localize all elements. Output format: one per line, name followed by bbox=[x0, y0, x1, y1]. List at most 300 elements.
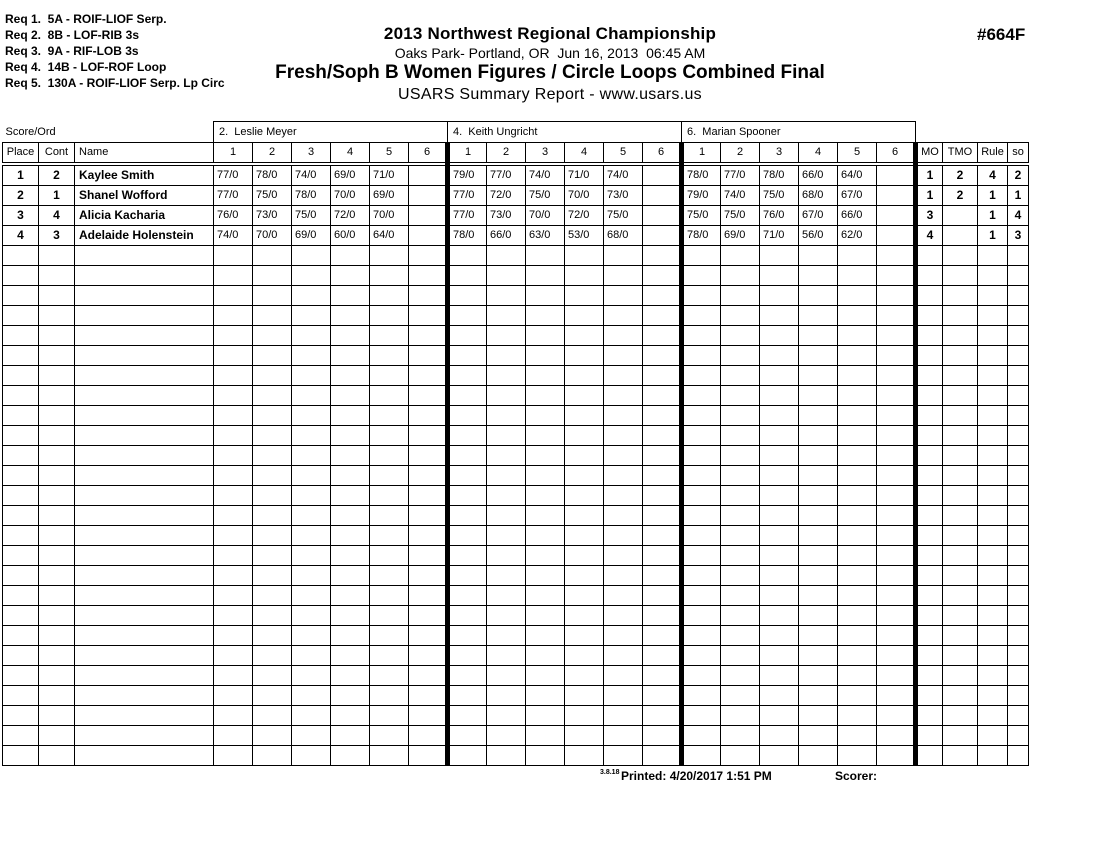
score-cell bbox=[643, 526, 682, 546]
requirement-item: Req 5. 130A - ROIF-LIOF Serp. Lp Circ bbox=[5, 76, 225, 90]
score-cell bbox=[682, 686, 721, 706]
name-cell bbox=[75, 586, 214, 606]
score-cell bbox=[760, 246, 799, 266]
score-cell bbox=[643, 566, 682, 586]
score-cell bbox=[604, 346, 643, 366]
score-cell bbox=[331, 286, 370, 306]
score-cell bbox=[409, 706, 448, 726]
table-row bbox=[3, 226, 1029, 246]
score-cell bbox=[877, 506, 916, 526]
tmo-cell bbox=[943, 266, 978, 286]
name-cell: Alicia Kacharia bbox=[75, 206, 214, 226]
tmo-cell bbox=[943, 506, 978, 526]
score-cell bbox=[760, 266, 799, 286]
score-cell bbox=[877, 566, 916, 586]
score-cell bbox=[331, 526, 370, 546]
place-cell bbox=[3, 466, 39, 486]
score-cell bbox=[721, 606, 760, 626]
score-cell bbox=[643, 326, 682, 346]
score-cell bbox=[214, 546, 253, 566]
score-cell: 75/0 bbox=[760, 186, 799, 206]
empty-row bbox=[3, 666, 1029, 686]
rule-cell bbox=[978, 366, 1008, 386]
score-cell bbox=[682, 726, 721, 746]
score-cell bbox=[760, 446, 799, 466]
score-cell bbox=[799, 306, 838, 326]
score-column-header: 6 bbox=[877, 143, 916, 165]
cont-cell bbox=[39, 746, 75, 766]
name-cell bbox=[75, 566, 214, 586]
mo-cell bbox=[916, 346, 943, 366]
score-cell bbox=[565, 726, 604, 746]
score-cell bbox=[526, 566, 565, 586]
so-cell: 4 bbox=[1008, 206, 1029, 226]
score-cell bbox=[838, 606, 877, 626]
so-cell bbox=[1008, 326, 1029, 346]
score-cell bbox=[409, 186, 448, 206]
score-cell bbox=[877, 246, 916, 266]
name-cell bbox=[75, 626, 214, 646]
score-column-header: 1 bbox=[448, 143, 487, 165]
place-cell bbox=[3, 566, 39, 586]
cont-cell bbox=[39, 466, 75, 486]
score-cell bbox=[331, 706, 370, 726]
score-cell bbox=[604, 426, 643, 446]
tmo-cell bbox=[943, 626, 978, 646]
tmo-cell bbox=[943, 246, 978, 266]
score-cell bbox=[565, 666, 604, 686]
so-cell bbox=[1008, 486, 1029, 506]
score-cell bbox=[370, 646, 409, 666]
score-cell bbox=[253, 506, 292, 526]
tmo-cell bbox=[943, 486, 978, 506]
name-cell bbox=[75, 326, 214, 346]
rule-cell bbox=[978, 506, 1008, 526]
score-cell bbox=[760, 286, 799, 306]
judge-panel-label: 6. Marian Spooner bbox=[682, 122, 916, 143]
score-cell bbox=[760, 526, 799, 546]
score-cell bbox=[253, 286, 292, 306]
score-cell bbox=[370, 726, 409, 746]
so-cell bbox=[1008, 446, 1029, 466]
name-cell bbox=[75, 266, 214, 286]
score-cell bbox=[682, 646, 721, 666]
name-cell bbox=[75, 426, 214, 446]
score-cell: 76/0 bbox=[214, 206, 253, 226]
score-cell bbox=[643, 346, 682, 366]
rule-cell bbox=[978, 746, 1008, 766]
so-cell bbox=[1008, 286, 1029, 306]
score-cell: 70/0 bbox=[526, 206, 565, 226]
column-header-place: Place bbox=[3, 143, 39, 165]
cont-cell: 3 bbox=[39, 226, 75, 246]
score-cell bbox=[721, 506, 760, 526]
so-cell bbox=[1008, 546, 1029, 566]
score-cell bbox=[682, 606, 721, 626]
score-cell bbox=[253, 666, 292, 686]
score-cell bbox=[448, 706, 487, 726]
so-cell bbox=[1008, 626, 1029, 646]
score-cell bbox=[331, 686, 370, 706]
score-cell bbox=[487, 306, 526, 326]
mo-cell bbox=[916, 546, 943, 566]
report-code: #664F bbox=[977, 25, 1026, 44]
score-cell bbox=[370, 586, 409, 606]
rule-cell bbox=[978, 626, 1008, 646]
column-header-row bbox=[3, 143, 1029, 165]
cont-cell bbox=[39, 426, 75, 446]
score-cell bbox=[214, 246, 253, 266]
score-cell bbox=[526, 466, 565, 486]
score-cell bbox=[643, 686, 682, 706]
name-cell bbox=[75, 506, 214, 526]
score-cell bbox=[526, 646, 565, 666]
mo-cell bbox=[916, 606, 943, 626]
mo-cell: 3 bbox=[916, 206, 943, 226]
score-cell bbox=[838, 726, 877, 746]
score-cell bbox=[643, 606, 682, 626]
score-cell bbox=[292, 586, 331, 606]
score-cell: 77/0 bbox=[214, 164, 253, 186]
rule-cell bbox=[978, 606, 1008, 626]
score-cell bbox=[643, 706, 682, 726]
so-cell bbox=[1008, 246, 1029, 266]
score-cell bbox=[721, 306, 760, 326]
score-cell bbox=[565, 506, 604, 526]
empty-row bbox=[3, 586, 1029, 606]
rule-cell bbox=[978, 486, 1008, 506]
score-cell bbox=[604, 606, 643, 626]
column-header-name: Name bbox=[75, 143, 214, 165]
score-cell bbox=[682, 426, 721, 446]
score-cell bbox=[565, 366, 604, 386]
so-cell bbox=[1008, 386, 1029, 406]
place-cell bbox=[3, 726, 39, 746]
score-cell bbox=[721, 246, 760, 266]
score-cell bbox=[292, 606, 331, 626]
score-cell bbox=[565, 326, 604, 346]
score-cell bbox=[760, 366, 799, 386]
score-cell bbox=[565, 346, 604, 366]
mo-cell bbox=[916, 406, 943, 426]
score-cell bbox=[487, 286, 526, 306]
requirement-item: Req 4. 14B - LOF-ROF Loop bbox=[5, 60, 167, 74]
mo-cell bbox=[916, 386, 943, 406]
tmo-cell bbox=[943, 466, 978, 486]
so-cell bbox=[1008, 726, 1029, 746]
so-cell bbox=[1008, 566, 1029, 586]
name-cell bbox=[75, 666, 214, 686]
score-cell bbox=[331, 246, 370, 266]
score-cell bbox=[565, 546, 604, 566]
score-cell bbox=[253, 406, 292, 426]
score-column-header: 5 bbox=[370, 143, 409, 165]
venue-line: Oaks Park- Portland, OR Jun 16, 2013 06:45 AM bbox=[394, 45, 706, 61]
score-column-header: 3 bbox=[292, 143, 331, 165]
so-cell bbox=[1008, 586, 1029, 606]
rule-cell bbox=[978, 566, 1008, 586]
score-cell bbox=[799, 746, 838, 766]
score-cell: 74/0 bbox=[604, 164, 643, 186]
place-cell: 4 bbox=[3, 226, 39, 246]
score-cell bbox=[877, 526, 916, 546]
score-cell bbox=[838, 586, 877, 606]
tmo-cell bbox=[943, 286, 978, 306]
rule-cell bbox=[978, 666, 1008, 686]
rule-cell bbox=[978, 446, 1008, 466]
score-cell bbox=[565, 306, 604, 326]
score-cell bbox=[838, 746, 877, 766]
so-cell bbox=[1008, 646, 1029, 666]
score-cell bbox=[409, 486, 448, 506]
rule-cell bbox=[978, 466, 1008, 486]
score-cell bbox=[253, 306, 292, 326]
mo-cell bbox=[916, 266, 943, 286]
rule-cell bbox=[978, 246, 1008, 266]
score-cell: 77/0 bbox=[448, 206, 487, 226]
score-cell bbox=[448, 506, 487, 526]
mo-cell bbox=[916, 286, 943, 306]
score-cell bbox=[799, 726, 838, 746]
place-cell: 1 bbox=[3, 164, 39, 186]
score-cell bbox=[799, 246, 838, 266]
score-cell bbox=[877, 186, 916, 206]
so-cell bbox=[1008, 666, 1029, 686]
score-cell bbox=[214, 446, 253, 466]
rule-cell bbox=[978, 646, 1008, 666]
score-cell bbox=[448, 726, 487, 746]
score-cell bbox=[409, 606, 448, 626]
score-cell bbox=[721, 646, 760, 666]
score-cell bbox=[760, 326, 799, 346]
score-cell bbox=[760, 606, 799, 626]
report-header bbox=[0, 24, 1100, 104]
score-cell bbox=[331, 546, 370, 566]
version-note: 3.8.18 bbox=[600, 769, 620, 776]
score-cell: 78/0 bbox=[253, 164, 292, 186]
score-cell bbox=[448, 286, 487, 306]
so-cell: 3 bbox=[1008, 226, 1029, 246]
rule-cell bbox=[978, 686, 1008, 706]
place-cell bbox=[3, 666, 39, 686]
score-cell bbox=[331, 306, 370, 326]
score-cell bbox=[799, 486, 838, 506]
score-cell bbox=[370, 606, 409, 626]
mo-cell bbox=[916, 366, 943, 386]
score-cell bbox=[526, 506, 565, 526]
cont-cell bbox=[39, 666, 75, 686]
score-cell bbox=[409, 366, 448, 386]
cont-cell bbox=[39, 286, 75, 306]
score-cell bbox=[799, 346, 838, 366]
judge-row-spacer bbox=[916, 122, 1029, 143]
score-cell bbox=[838, 406, 877, 426]
score-cell bbox=[526, 406, 565, 426]
cont-cell bbox=[39, 386, 75, 406]
score-cell bbox=[838, 706, 877, 726]
mo-cell bbox=[916, 306, 943, 326]
score-cell: 79/0 bbox=[448, 164, 487, 186]
tmo-cell bbox=[943, 606, 978, 626]
score-cell bbox=[838, 626, 877, 646]
rule-cell bbox=[978, 406, 1008, 426]
score-cell bbox=[214, 706, 253, 726]
tmo-cell bbox=[943, 386, 978, 406]
score-cell bbox=[760, 566, 799, 586]
score-cell bbox=[877, 666, 916, 686]
score-cell: 71/0 bbox=[565, 164, 604, 186]
score-cell: 77/0 bbox=[721, 164, 760, 186]
so-cell bbox=[1008, 426, 1029, 446]
score-cell bbox=[721, 446, 760, 466]
score-cell bbox=[799, 666, 838, 686]
so-cell bbox=[1008, 406, 1029, 426]
score-cell bbox=[370, 566, 409, 586]
score-ord-label: Score/Ord bbox=[5, 125, 56, 138]
score-cell bbox=[643, 286, 682, 306]
score-cell bbox=[682, 306, 721, 326]
report-subtitle: USARS Summary Report - www.usars.us bbox=[398, 86, 702, 103]
score-cell bbox=[526, 526, 565, 546]
empty-row bbox=[3, 526, 1029, 546]
score-cell bbox=[370, 326, 409, 346]
score-cell bbox=[604, 326, 643, 346]
score-cell: 78/0 bbox=[760, 164, 799, 186]
judge-header-row bbox=[3, 122, 1029, 143]
score-cell bbox=[448, 306, 487, 326]
score-cell bbox=[799, 606, 838, 626]
cont-cell bbox=[39, 446, 75, 466]
name-cell bbox=[75, 406, 214, 426]
rule-cell bbox=[978, 346, 1008, 366]
score-cell bbox=[721, 426, 760, 446]
score-cell bbox=[604, 546, 643, 566]
score-cell bbox=[838, 686, 877, 706]
so-cell bbox=[1008, 366, 1029, 386]
score-cell: 66/0 bbox=[838, 206, 877, 226]
score-cell bbox=[526, 346, 565, 366]
score-cell bbox=[838, 446, 877, 466]
score-cell bbox=[409, 666, 448, 686]
cont-cell bbox=[39, 366, 75, 386]
score-cell bbox=[409, 266, 448, 286]
tmo-cell bbox=[943, 686, 978, 706]
score-cell: 74/0 bbox=[526, 164, 565, 186]
score-cell bbox=[682, 346, 721, 366]
score-cell bbox=[643, 226, 682, 246]
score-cell bbox=[331, 646, 370, 666]
score-cell bbox=[487, 406, 526, 426]
score-cell bbox=[721, 466, 760, 486]
column-header-rule: Rule bbox=[978, 143, 1008, 165]
score-cell bbox=[409, 286, 448, 306]
table-row bbox=[3, 206, 1029, 226]
column-header-mo: MO bbox=[916, 143, 943, 165]
score-cell bbox=[799, 466, 838, 486]
score-cell bbox=[877, 486, 916, 506]
score-cell bbox=[409, 506, 448, 526]
score-cell bbox=[760, 406, 799, 426]
score-cell bbox=[799, 366, 838, 386]
score-cell bbox=[565, 406, 604, 426]
score-cell bbox=[292, 306, 331, 326]
score-cell: 53/0 bbox=[565, 226, 604, 246]
score-cell bbox=[214, 726, 253, 746]
empty-row bbox=[3, 546, 1029, 566]
score-cell bbox=[409, 466, 448, 486]
score-cell bbox=[409, 686, 448, 706]
score-cell bbox=[721, 286, 760, 306]
score-cell bbox=[682, 746, 721, 766]
score-cell bbox=[448, 666, 487, 686]
place-cell bbox=[3, 446, 39, 466]
score-cell: 72/0 bbox=[565, 206, 604, 226]
score-cell bbox=[253, 746, 292, 766]
name-cell bbox=[75, 526, 214, 546]
score-cell bbox=[643, 246, 682, 266]
score-cell bbox=[409, 386, 448, 406]
score-column-header: 2 bbox=[253, 143, 292, 165]
name-cell bbox=[75, 706, 214, 726]
score-cell bbox=[877, 406, 916, 426]
score-cell bbox=[331, 586, 370, 606]
score-column-header: 3 bbox=[760, 143, 799, 165]
score-cell bbox=[448, 326, 487, 346]
score-cell bbox=[799, 426, 838, 446]
score-cell bbox=[565, 566, 604, 586]
score-cell bbox=[760, 546, 799, 566]
score-cell: 70/0 bbox=[370, 206, 409, 226]
score-cell bbox=[877, 606, 916, 626]
empty-row bbox=[3, 406, 1029, 426]
score-cell bbox=[526, 326, 565, 346]
score-column-header: 1 bbox=[214, 143, 253, 165]
score-cell bbox=[721, 746, 760, 766]
score-cell bbox=[292, 686, 331, 706]
score-cell bbox=[565, 446, 604, 466]
score-cell bbox=[448, 466, 487, 486]
cont-cell bbox=[39, 646, 75, 666]
score-cell bbox=[448, 606, 487, 626]
score-cell bbox=[604, 486, 643, 506]
score-column-header: 5 bbox=[604, 143, 643, 165]
score-cell bbox=[877, 746, 916, 766]
score-cell bbox=[292, 266, 331, 286]
score-cell bbox=[409, 626, 448, 646]
score-cell bbox=[331, 726, 370, 746]
score-cell: 70/0 bbox=[253, 226, 292, 246]
score-cell bbox=[565, 686, 604, 706]
score-cell bbox=[253, 246, 292, 266]
score-cell bbox=[292, 346, 331, 366]
score-cell bbox=[643, 186, 682, 206]
score-cell bbox=[487, 686, 526, 706]
cont-cell bbox=[39, 486, 75, 506]
score-cell bbox=[721, 666, 760, 686]
score-cell bbox=[487, 546, 526, 566]
score-cell bbox=[643, 206, 682, 226]
score-cell bbox=[448, 646, 487, 666]
name-cell: Adelaide Holenstein bbox=[75, 226, 214, 246]
name-cell bbox=[75, 286, 214, 306]
score-cell: 74/0 bbox=[292, 164, 331, 186]
score-cell bbox=[682, 266, 721, 286]
place-cell bbox=[3, 506, 39, 526]
score-cell: 72/0 bbox=[331, 206, 370, 226]
score-cell bbox=[448, 526, 487, 546]
name-cell: Kaylee Smith bbox=[75, 164, 214, 186]
score-cell bbox=[838, 246, 877, 266]
